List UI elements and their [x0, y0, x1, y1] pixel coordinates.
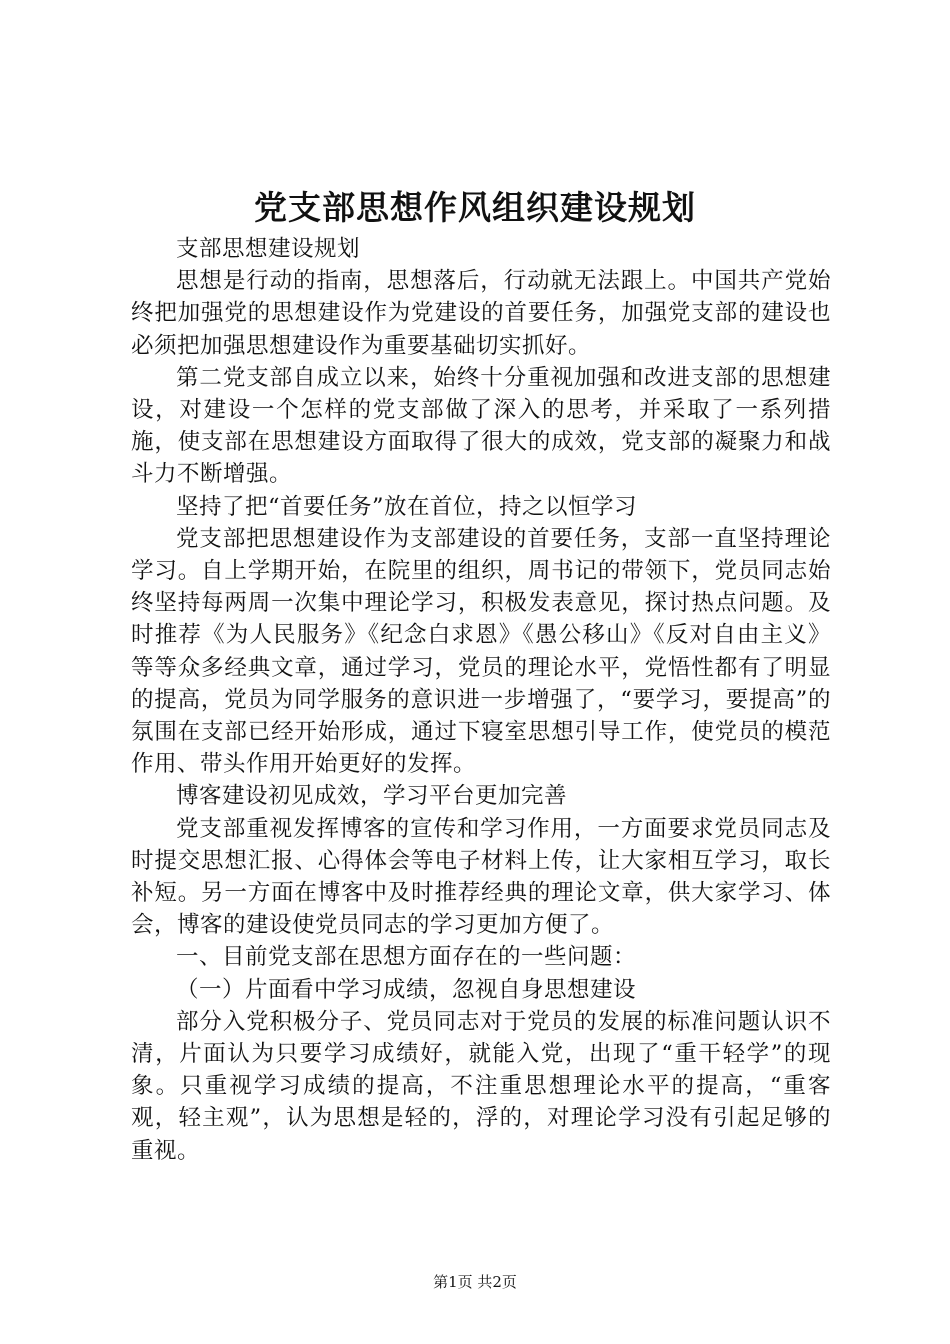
subsection-heading: （一）片面看中学习成绩，忽视自身思想建设	[176, 976, 637, 1003]
body-paragraph: 党支部把思想建设作为支部建设的首要任务，支部一直坚持理论学习。自上学期开始，在院里的组织，周书记的带领下，党员同志始终坚持每两周一次集中理论学习，积极发表意见，探讨热点问题。及时推荐《为人民服务》《纪念白求恩》《愚公移山》《反对自由主义》等等众多经典文章，通过学习，党员的理论水平，党悟性都有了明显的提高，党员为同学服务的意识进一步增强了，“要学习，要提高”的氛围在支部已经开始形成，通过下寝室思想引导工作，使党员的模范作用、带头作用开始更好的发挥。	[131, 525, 831, 778]
section-heading: 博客建设初见成效，学习平台更加完善	[176, 783, 568, 810]
section-heading: 一、目前党支部在思想方面存在的一些问题：	[176, 944, 637, 971]
document-title: 党支部思想作风组织建设规划	[254, 188, 696, 227]
body-paragraph: 思想是行动的指南，思想落后，行动就无法跟上。中国共产党始终把加强党的思想建设作为党建设的首要任务，加强党支部的建设也必须把加强思想建设作为重要基础切实抓好。	[131, 268, 831, 359]
section-heading: 支部思想建设规划	[176, 236, 361, 262]
body-paragraph: 党支部重视发挥博客的宣传和学习作用，一方面要求党员同志及时提交思想汇报、心得体会等电子材料上传，让大家相互学习，取长补短。另一方面在博客中及时推荐经典的理论文章，供大家学习、体会，博客的建设使党员同志的学习更加方便了。	[131, 815, 831, 939]
body-paragraph: 部分入党积极分子、党员同志对于党员的发展的标准问题认识不清，片面认为只要学习成绩好，就能入党，出现了“重干轻学”的现象。只重视学习成绩的提高，不注重思想理论水平的提高，“重客观，轻主观”，认为思想是轻的，浮的，对理论学习没有引起足够的重视。	[131, 1008, 831, 1164]
document-body	[131, 233, 831, 1167]
body-paragraph: 第二党支部自成立以来，始终十分重视加强和改进支部的思想建设，对建设一个怎样的党支部做了深入的思考，并采取了一系列措施，使支部在思想建设方面取得了很大的成效，党支部的凝聚力和战斗力不断增强。	[131, 364, 831, 488]
section-heading: 坚持了把“首要任务”放在首位，持之以恒学习	[176, 493, 638, 520]
page-footer: 第1页 共2页	[433, 1273, 517, 1291]
